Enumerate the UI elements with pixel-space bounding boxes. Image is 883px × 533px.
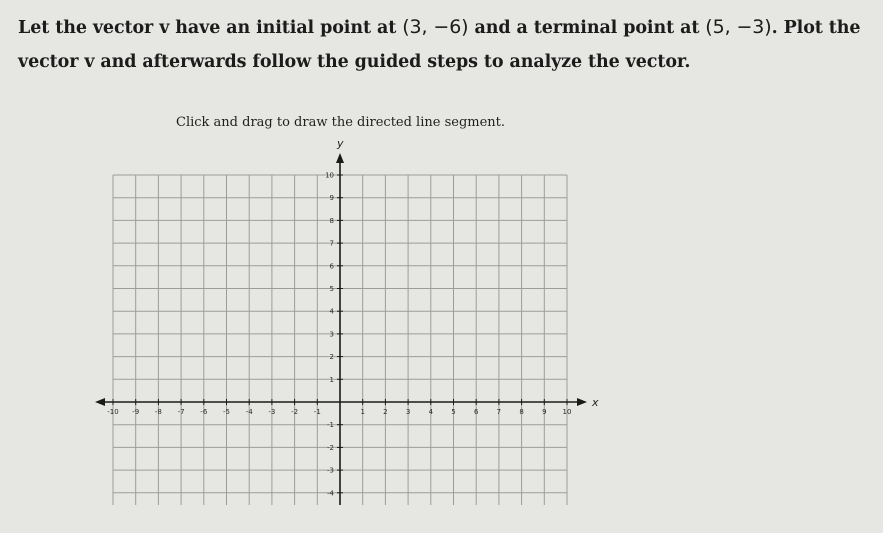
x-tick-label: -2 — [291, 408, 299, 416]
y-tick-label: 3 — [329, 330, 334, 339]
question-part-4: . Plot the vector — [18, 18, 861, 72]
x-tick-label: 9 — [542, 408, 547, 416]
y-tick-label: -2 — [327, 443, 334, 452]
x-tick-label: 5 — [451, 408, 456, 416]
x-tick-label: 6 — [473, 408, 479, 416]
x-tick-label: -8 — [154, 408, 162, 416]
y-tick-label: 10 — [325, 171, 334, 180]
x-tick-label: 3 — [405, 408, 411, 416]
x-tick-label: 7 — [496, 408, 502, 416]
question-part-3: and a terminal point at — [468, 18, 706, 38]
x-tick-label: -5 — [223, 408, 230, 416]
x-tick-label: -4 — [245, 408, 253, 416]
question-part-1: Let the vector — [18, 18, 160, 38]
vector-symbol-2: v — [84, 52, 95, 72]
y-tick-label: 4 — [329, 307, 334, 316]
vector-symbol: v — [159, 18, 170, 38]
x-tick-label: -7 — [177, 408, 185, 416]
x-tick-label: -10 — [107, 408, 119, 416]
x-axis-label: x — [592, 396, 599, 409]
x-tick-label: -3 — [268, 408, 276, 416]
y-tick-label: -4 — [327, 489, 334, 498]
y-tick-label: 8 — [329, 216, 334, 225]
y-tick-label: 9 — [329, 194, 334, 203]
x-axis-right-arrow-icon — [577, 398, 587, 406]
x-tick-label: 2 — [383, 408, 388, 416]
x-axis-left-arrow-icon — [95, 398, 105, 406]
question-part-2: have an initial point at — [169, 18, 403, 38]
x-tick-label: -1 — [313, 408, 321, 416]
y-tick-label: 2 — [329, 353, 334, 362]
x-tick-label: -6 — [200, 408, 208, 416]
x-tick-label: 4 — [428, 408, 434, 416]
terminal-point: (5, −3) — [705, 16, 772, 38]
y-tick-label: -1 — [327, 421, 334, 430]
y-tick-label: -3 — [327, 466, 334, 475]
y-tick-label: 1 — [329, 375, 334, 384]
y-axis-label: y — [337, 137, 344, 150]
y-axis-up-arrow-icon — [336, 153, 344, 163]
question-part-5: and afterwards follow the guided steps to analyze the vector. — [94, 52, 691, 72]
x-tick-label: -9 — [132, 408, 140, 416]
x-tick-label: 10 — [562, 408, 572, 416]
y-tick-label: 7 — [329, 239, 334, 248]
x-tick-label: 8 — [519, 408, 524, 416]
x-tick-label: 1 — [360, 408, 365, 416]
initial-point: (3, −6) — [402, 16, 469, 38]
y-tick-label: 5 — [329, 285, 334, 293]
graph-instruction: Click and drag to draw the directed line segment. — [176, 115, 506, 130]
y-tick-label: 6 — [329, 262, 334, 271]
